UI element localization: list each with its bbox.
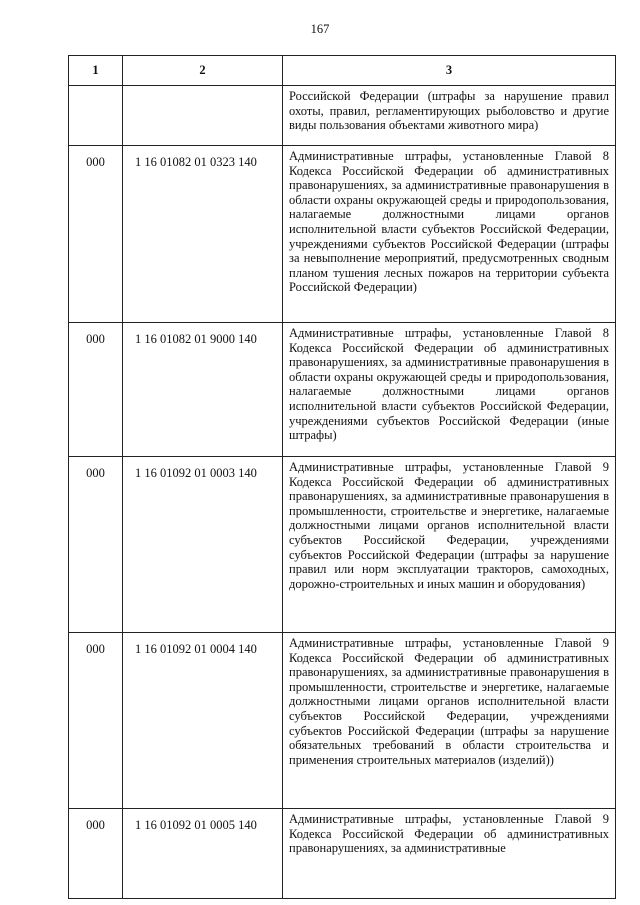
budget-code-cell bbox=[123, 86, 283, 146]
description-text: Административные штрафы, установленные Главой 9 Кодекса Российской Федерации об административных правонарушениях, за административные правонарушения в промышленности, строительстве и энергетике, налагаемые должностными лицами органов исполнительной власти субъектов Российской Федерации, учреждениями субъектов Российской Федерации (штрафы за нарушение обязательных требований в области строительства и применения строительных материалов (изделий)) bbox=[289, 636, 609, 767]
column-header-description: 3 bbox=[283, 56, 616, 86]
table-row bbox=[69, 457, 616, 633]
description-text: Административные штрафы, установленные Главой 9 Кодекса Российской Федерации об административных правонарушениях, за административные правонарушения в промышленности, строительстве и энергетике, налагаемые должностными лицами органов исполнительной власти субъектов Российской Федерации, учреждениями субъектов Российской Федерации (штрафы за нарушение правил или норм эксплуатации тракторов, самоходных, дорожно-строительных и иных машин и оборудования) bbox=[289, 460, 609, 591]
admin-code-cell bbox=[69, 86, 123, 146]
budget-code-cell: 1 16 01082 01 9000 140 bbox=[123, 323, 283, 457]
table-row bbox=[69, 146, 616, 323]
table-row bbox=[69, 86, 616, 146]
admin-code-cell: 000 bbox=[69, 323, 123, 457]
admin-code-cell: 000 bbox=[69, 457, 123, 633]
table-row bbox=[69, 323, 616, 457]
budget-code-cell: 1 16 01092 01 0004 140 bbox=[123, 633, 283, 809]
description-cell bbox=[283, 633, 616, 809]
description-cell bbox=[283, 457, 616, 633]
table-row bbox=[69, 633, 616, 809]
description-cell bbox=[283, 809, 616, 899]
table-row bbox=[69, 809, 616, 899]
page-number: 167 bbox=[310, 22, 330, 36]
budget-codes-table bbox=[68, 55, 616, 899]
budget-code-cell: 1 16 01092 01 0005 140 bbox=[123, 809, 283, 899]
budget-code-cell: 1 16 01082 01 0323 140 bbox=[123, 146, 283, 323]
description-text: Административные штрафы, установленные Главой 9 Кодекса Российской Федерации об административных правонарушениях, за административные bbox=[289, 812, 609, 856]
column-header-code: 2 bbox=[123, 56, 283, 86]
column-header-admin: 1 bbox=[69, 56, 123, 86]
description-text: Российской Федерации (штрафы за нарушение правил охоты, правил, регламентирующих рыболовство и другие виды пользования объектами животного мира) bbox=[289, 89, 609, 133]
description-cell bbox=[283, 146, 616, 323]
description-cell bbox=[283, 86, 616, 146]
description-text: Административные штрафы, установленные Главой 8 Кодекса Российской Федерации об административных правонарушениях, за административные правонарушения в области охраны окружающей среды и природопользования, налагаемые должностными лицами органов исполнительной власти субъектов Российской Федерации, учреждениями субъектов Российской Федерации (иные штрафы) bbox=[289, 326, 609, 443]
table-header-row bbox=[69, 56, 616, 86]
admin-code-cell: 000 bbox=[69, 146, 123, 323]
admin-code-cell: 000 bbox=[69, 633, 123, 809]
description-text: Административные штрафы, установленные Главой 8 Кодекса Российской Федерации об административных правонарушениях, за административные правонарушения в области охраны окружающей среды и природопользования, налагаемые должностными лицами органов исполнительной власти субъектов Российской Федерации, учреждениями субъектов Российской Федерации (штрафы за невыполнение мероприятий, предусмотренных сводным планом тушения лесных пожаров на территории субъекта Российской Федерации) bbox=[289, 149, 609, 295]
admin-code-cell: 000 bbox=[69, 809, 123, 899]
description-cell bbox=[283, 323, 616, 457]
budget-code-cell: 1 16 01092 01 0003 140 bbox=[123, 457, 283, 633]
